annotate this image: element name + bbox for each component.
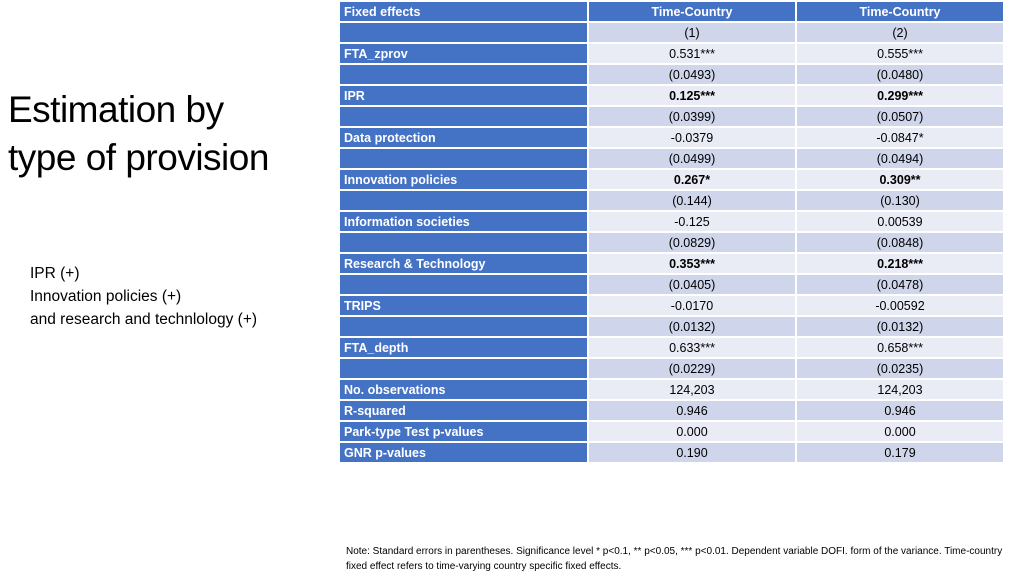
table-row: [339, 43, 1004, 64]
table-row: [339, 421, 1004, 442]
row-col1-cell: -0.125: [588, 211, 796, 232]
row-col2-cell: (0.0235): [796, 358, 1004, 379]
regression-table: [338, 0, 1005, 464]
table-row: [339, 358, 1004, 379]
row-col2-cell: 0.218***: [796, 253, 1004, 274]
slide-title: [8, 86, 269, 182]
row-label-cell: Park-type Test p-values: [339, 421, 588, 442]
row-col1-cell: (0.0493): [588, 64, 796, 85]
row-col1-cell: 0.946: [588, 400, 796, 421]
table-row: [339, 295, 1004, 316]
table-row: [339, 22, 1004, 43]
row-col1-cell: 0.267*: [588, 169, 796, 190]
row-col1-cell: 0.633***: [588, 337, 796, 358]
row-col1-cell: -0.0379: [588, 127, 796, 148]
row-label-cell: IPR: [339, 85, 588, 106]
row-col2-cell: 0.00539: [796, 211, 1004, 232]
table-header-row: [339, 1, 1004, 22]
note-line: and research and technlology (+): [30, 311, 258, 328]
row-col1-cell: (0.0829): [588, 232, 796, 253]
note-line: Innovation policies (+): [30, 288, 182, 305]
row-col1-cell: (0.0399): [588, 106, 796, 127]
row-col2-cell: (0.0478): [796, 274, 1004, 295]
table-row: [339, 64, 1004, 85]
row-label-cell: FTA_depth: [339, 337, 588, 358]
row-label-cell: [339, 358, 588, 379]
row-label-cell: Research & Technology: [339, 253, 588, 274]
row-col2-cell: 0.179: [796, 442, 1004, 463]
row-label-cell: Data protection: [339, 127, 588, 148]
table-row: [339, 127, 1004, 148]
slide-title-line-1: Estimation by: [8, 89, 224, 130]
row-label-cell: R-squared: [339, 400, 588, 421]
row-col1-cell: 0.353***: [588, 253, 796, 274]
row-label-cell: [339, 274, 588, 295]
row-col1-cell: (1): [588, 22, 796, 43]
row-label-cell: [339, 190, 588, 211]
row-label-cell: [339, 22, 588, 43]
table-row: [339, 169, 1004, 190]
header-col1-cell: Time-Country: [588, 1, 796, 22]
row-col2-cell: (0.0507): [796, 106, 1004, 127]
row-col2-cell: 0.658***: [796, 337, 1004, 358]
row-col1-cell: 0.125***: [588, 85, 796, 106]
table-row: [339, 85, 1004, 106]
slide-notes: [30, 262, 257, 331]
row-col1-cell: 0.531***: [588, 43, 796, 64]
row-col1-cell: (0.0499): [588, 148, 796, 169]
table-row: [339, 106, 1004, 127]
table-row: [339, 190, 1004, 211]
row-col1-cell: 124,203: [588, 379, 796, 400]
row-col2-cell: (2): [796, 22, 1004, 43]
table-row: [339, 232, 1004, 253]
row-label-cell: Innovation policies: [339, 169, 588, 190]
regression-table-body: [339, 1, 1004, 463]
row-col1-cell: (0.144): [588, 190, 796, 211]
row-label-cell: GNR p-values: [339, 442, 588, 463]
row-col2-cell: -0.00592: [796, 295, 1004, 316]
row-col1-cell: (0.0132): [588, 316, 796, 337]
row-label-cell: [339, 106, 588, 127]
table-row: [339, 148, 1004, 169]
table-footnote: Note: Standard errors in parentheses. Significance level * p<0.1, ** p<0.05, *** p<0.01. Dependent variable DOFI. form of the variance. Time-country fixed effect refers to time-varying country specific fixed effects.: [346, 546, 1003, 572]
row-label-cell: [339, 316, 588, 337]
row-col2-cell: 0.309**: [796, 169, 1004, 190]
table-row: [339, 337, 1004, 358]
row-col2-cell: (0.0480): [796, 64, 1004, 85]
row-col2-cell: (0.0132): [796, 316, 1004, 337]
row-col2-cell: 0.000: [796, 421, 1004, 442]
row-col2-cell: 124,203: [796, 379, 1004, 400]
table-row: [339, 253, 1004, 274]
row-col2-cell: 0.946: [796, 400, 1004, 421]
note-line: IPR (+): [30, 265, 80, 282]
header-col2-cell: Time-Country: [796, 1, 1004, 22]
row-col1-cell: -0.0170: [588, 295, 796, 316]
row-col2-cell: -0.0847*: [796, 127, 1004, 148]
row-label-cell: [339, 148, 588, 169]
table-row: [339, 274, 1004, 295]
row-col1-cell: 0.190: [588, 442, 796, 463]
table-row: [339, 400, 1004, 421]
row-label-cell: TRIPS: [339, 295, 588, 316]
row-col2-cell: 0.555***: [796, 43, 1004, 64]
row-label-cell: No. observations: [339, 379, 588, 400]
row-label-cell: [339, 64, 588, 85]
row-label-cell: Information societies: [339, 211, 588, 232]
row-label-cell: FTA_zprov: [339, 43, 588, 64]
row-col1-cell: (0.0405): [588, 274, 796, 295]
table-row: [339, 379, 1004, 400]
table-row: [339, 442, 1004, 463]
row-col2-cell: (0.0494): [796, 148, 1004, 169]
row-col2-cell: (0.130): [796, 190, 1004, 211]
table-row: [339, 211, 1004, 232]
row-label-cell: [339, 232, 588, 253]
header-label-cell: Fixed effects: [339, 1, 588, 22]
row-col1-cell: 0.000: [588, 421, 796, 442]
slide-title-line-2: type of provision: [8, 137, 269, 178]
row-col2-cell: (0.0848): [796, 232, 1004, 253]
row-col2-cell: 0.299***: [796, 85, 1004, 106]
row-col1-cell: (0.0229): [588, 358, 796, 379]
table-row: [339, 316, 1004, 337]
